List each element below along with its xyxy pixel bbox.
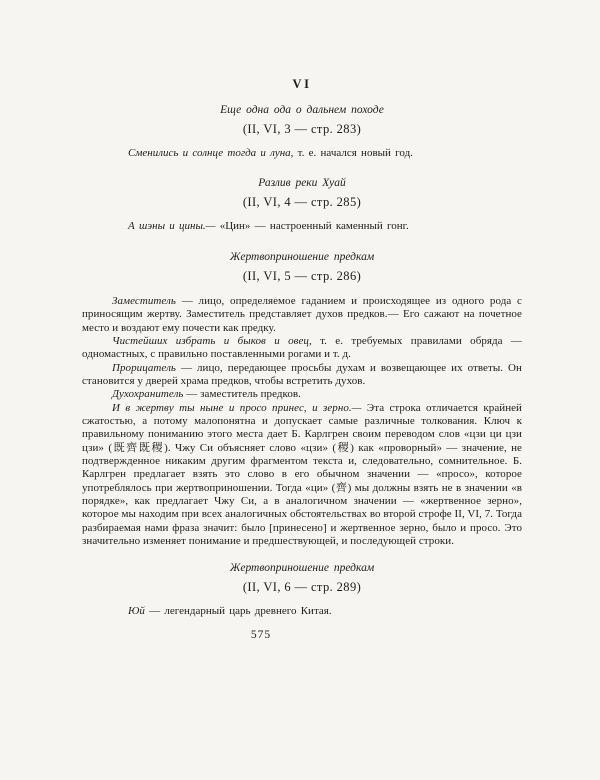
entry: [82, 177, 522, 233]
quoted-verse: И в жертву ты ныне и просо принес, и зерно.—: [112, 401, 362, 414]
note-text: т. е. начался новый год.: [293, 147, 413, 159]
paragraph-text: — заместитель предков.: [183, 388, 301, 401]
ode-reference: (II, VI, 4 — стр. 285): [242, 195, 362, 210]
term: Заместитель: [112, 294, 176, 307]
commentary-body: [82, 295, 522, 549]
quoted-verse: Чистейших избрать и быков и овец,: [112, 334, 312, 347]
note-text: «Цин» — настроенный каменный гонг.: [215, 220, 409, 233]
ode-reference: (II, VI, 6 — стр. 289): [242, 580, 362, 595]
paragraph: [82, 388, 522, 401]
ode-reference: (II, VI, 3 — стр. 283): [242, 122, 362, 136]
page-number: 575: [250, 628, 272, 641]
paragraph: [82, 362, 522, 389]
paragraph-text: — лицо, передающее просьбы духам и возвещающее их ответы. Он становится у дверей храма предков, чтобы встретить духов.: [82, 361, 522, 387]
commentary-note: [128, 147, 522, 160]
entry: [82, 104, 522, 160]
text-block: [82, 0, 522, 641]
term: Юй: [128, 605, 145, 618]
commentary-note: [128, 605, 522, 618]
ode-title: Жертвоприношение предкам: [229, 562, 375, 575]
quoted-verse: А шэны и цины.—: [128, 220, 216, 233]
ode-title: Жертвоприношение предкам: [229, 250, 375, 263]
paragraph-text: — лицо, определяемое гаданием и происходящее из одного рода с приносящим жертву. Заместитель представляет духов предков.— Его сажают на почетное место и воздают ему почести как предку.: [82, 294, 522, 334]
paragraph: [82, 402, 522, 549]
section-heading: VI: [292, 77, 312, 91]
term: Прорицатель: [112, 361, 176, 374]
commentary-note: [128, 220, 522, 233]
term: Духохранитель: [112, 388, 184, 401]
ode-reference: (II, VI, 5 — стр. 286): [242, 268, 362, 283]
entry: [82, 562, 522, 618]
paragraph: [82, 335, 522, 362]
note-text: — легендарный царь древнего Китая.: [144, 605, 332, 618]
quoted-verse: Сменились и солнце тогда и луна,: [128, 147, 294, 159]
ode-title: Еще одна ода о дальнем походе: [220, 104, 384, 116]
paragraph: [82, 295, 522, 335]
paragraph-text: Эта строка отличается крайней сжатостью, а потому малопонятна и допускает самые различные толкования. Ключ к правильному пониманию этого места дает Б. Карлгрен своим переводом слов «цзи ци цзи цзи» (既齊既稷). Чжу Си объясняет слово «цзи» (稷) как «проворный» — значение, не подтвержденное никаким другим фрагментом текста и, следовательно, сомнительное. Б. Карлгрен предлагает взять это слово в его обычном значении — «просо», которое употреблялось при жертвоприношении. Тогда «ци» (齊) мы должны взять не в значении «в порядке», как предлагает Чжу Си, а в аналогичном значении — «жертвенное зерно», которое мы находим при всех аналогичных обстоятельствах во второй строфе II, VI, 7. Тогда разбираемая нами фраза значит: было [принесено] и жертвенное зерно, было и просо. Это значительно изменяет понимание и предшествующей, и последующей строки.: [82, 401, 522, 547]
entry: [82, 251, 522, 549]
ode-title: Разлив реки Хуай: [258, 177, 346, 190]
paragraph-text: т. е. требуемых правилами обряда — одномастных, с правильно поставленными рогами и т. д.: [82, 334, 522, 361]
